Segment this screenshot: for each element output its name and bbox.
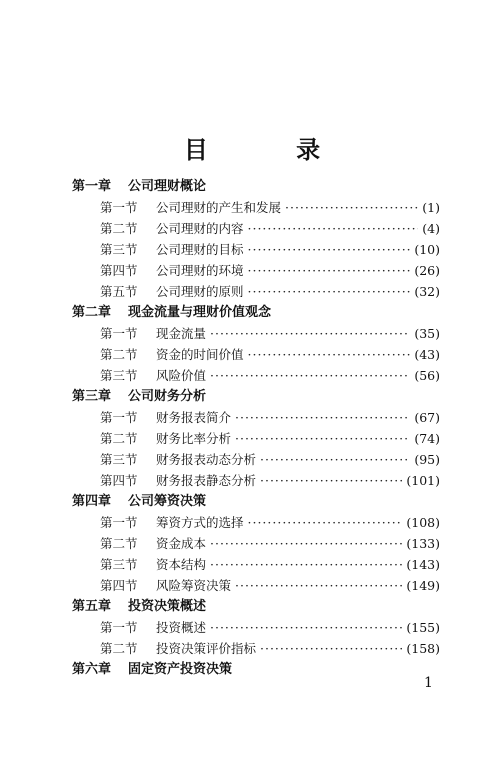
chapter-title: 公司理财概论 — [128, 179, 207, 194]
section-title: 投资概述 — [156, 620, 207, 635]
chapter-number: 第五章 — [72, 599, 112, 614]
dot-leader — [260, 470, 402, 491]
toc-chapter — [0, 491, 504, 512]
section-title: 财务报表动态分析 — [156, 452, 257, 467]
dot-leader — [248, 239, 411, 260]
section-page-number: (1) — [422, 200, 440, 215]
toc-chapter — [0, 596, 504, 617]
dot-leader — [260, 449, 410, 470]
toc-section — [0, 407, 504, 428]
section-number: 第一节 — [100, 200, 138, 215]
section-number: 第三节 — [100, 452, 138, 467]
chapter-title: 固定资产投资决策 — [128, 662, 233, 677]
section-page-number: (74) — [414, 431, 440, 446]
section-title: 公司理财的环境 — [156, 263, 244, 278]
dot-leader — [248, 281, 411, 302]
chapter-title: 现金流量与理财价值观念 — [128, 305, 272, 320]
section-number: 第二节 — [100, 641, 138, 656]
section-page-number: (108) — [406, 515, 440, 530]
toc-section — [0, 428, 504, 449]
section-title: 公司理财的内容 — [156, 221, 244, 236]
section-number: 第三节 — [100, 242, 138, 257]
toc-section — [0, 239, 504, 260]
section-number: 第一节 — [100, 620, 138, 635]
section-page-number: (35) — [414, 326, 440, 341]
section-title: 公司理财的原则 — [156, 284, 244, 299]
dot-leader — [285, 197, 418, 218]
section-page-number: (155) — [406, 620, 440, 635]
section-number: 第五节 — [100, 284, 138, 299]
section-title: 财务报表静态分析 — [156, 473, 257, 488]
dot-leader — [210, 365, 410, 386]
section-page-number: (95) — [414, 452, 440, 467]
section-number: 第三节 — [100, 557, 138, 572]
toc-section — [0, 218, 504, 239]
section-number: 第一节 — [100, 326, 138, 341]
chapter-number: 第三章 — [72, 389, 112, 404]
dot-leader — [248, 512, 403, 533]
toc-section — [0, 281, 504, 302]
dot-leader — [248, 344, 411, 365]
section-number: 第一节 — [100, 410, 138, 425]
section-page-number: (32) — [414, 284, 440, 299]
toc-section — [0, 533, 504, 554]
section-number: 第四节 — [100, 263, 138, 278]
toc-section — [0, 554, 504, 575]
section-number: 第四节 — [100, 473, 138, 488]
dot-leader — [210, 533, 402, 554]
section-title: 资本结构 — [156, 557, 207, 572]
section-number: 第二节 — [100, 347, 138, 362]
chapter-number: 第六章 — [72, 662, 112, 677]
section-page-number: (26) — [414, 263, 440, 278]
dot-leader — [248, 218, 419, 239]
section-page-number: (133) — [406, 536, 440, 551]
section-title: 财务比率分析 — [156, 431, 232, 446]
section-number: 第二节 — [100, 536, 138, 551]
toc-section — [0, 470, 504, 491]
section-number: 第四节 — [100, 578, 138, 593]
section-number: 第三节 — [100, 368, 138, 383]
section-page-number: (143) — [406, 557, 440, 572]
chapter-title: 投资决策概述 — [128, 599, 207, 614]
section-page-number: (67) — [414, 410, 440, 425]
section-title: 资金的时间价值 — [156, 347, 244, 362]
toc-section — [0, 575, 504, 596]
chapter-title: 公司财务分析 — [128, 389, 207, 404]
dot-leader — [248, 260, 411, 281]
toc-chapter — [0, 386, 504, 407]
section-title: 筹资方式的选择 — [156, 515, 244, 530]
toc-section — [0, 197, 504, 218]
toc-chapter — [0, 302, 504, 323]
section-page-number: (158) — [406, 641, 440, 656]
section-title: 公司理财的产生和发展 — [156, 200, 282, 215]
section-page-number: (56) — [414, 368, 440, 383]
toc-section — [0, 617, 504, 638]
section-number: 第二节 — [100, 221, 138, 236]
section-title: 风险筹资决策 — [156, 578, 232, 593]
toc-section — [0, 365, 504, 386]
section-page-number: (4) — [422, 221, 440, 236]
table-of-contents — [0, 176, 504, 680]
toc-section — [0, 260, 504, 281]
chapter-number: 第四章 — [72, 494, 112, 509]
section-title: 公司理财的目标 — [156, 242, 244, 257]
section-title: 财务报表简介 — [156, 410, 232, 425]
dot-leader — [235, 407, 410, 428]
chapter-number: 第二章 — [72, 305, 112, 320]
chapter-title: 公司筹资决策 — [128, 494, 207, 509]
dot-leader — [210, 617, 402, 638]
section-page-number: (10) — [414, 242, 440, 257]
toc-chapter — [0, 176, 504, 197]
dot-leader — [235, 575, 402, 596]
toc-section — [0, 449, 504, 470]
section-title: 风险价值 — [156, 368, 207, 383]
toc-section — [0, 323, 504, 344]
page-title: 目 录 — [183, 136, 361, 164]
dot-leader — [210, 554, 402, 575]
dot-leader — [235, 428, 410, 449]
section-page-number: (43) — [414, 347, 440, 362]
dot-leader — [210, 323, 410, 344]
toc-section — [0, 512, 504, 533]
section-page-number: (101) — [406, 473, 440, 488]
chapter-number: 第一章 — [72, 179, 112, 194]
section-number: 第一节 — [100, 515, 138, 530]
toc-section — [0, 344, 504, 365]
section-number: 第二节 — [100, 431, 138, 446]
section-title: 资金成本 — [156, 536, 207, 551]
section-title: 投资决策评价指标 — [156, 641, 257, 656]
section-title: 现金流量 — [156, 326, 207, 341]
page-number: 1 — [424, 675, 433, 691]
toc-section — [0, 638, 504, 659]
dot-leader — [260, 638, 402, 659]
section-page-number: (149) — [406, 578, 440, 593]
